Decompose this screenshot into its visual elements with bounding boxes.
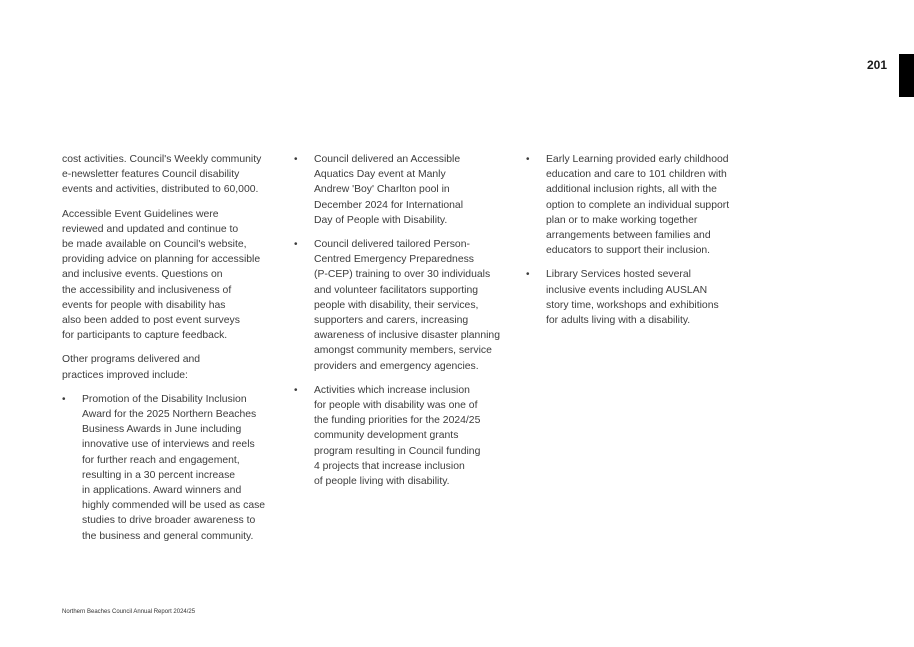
list-item-text: Activities which increase inclusion for people with disability was one of the funding priorities for the 2024/25 community development grants program resulting in Council funding 4 projects that increase inclusion of people living with disability.	[314, 384, 481, 488]
footer-report-title: Northern Beaches Council Annual Report 2024/25	[62, 609, 196, 615]
bullet-icon: •	[294, 154, 298, 165]
list-item-text: Council delivered tailored Person- Centred Emergency Preparedness (P-CEP) training to over 30 individuals and volunteer facilitators supporting people with disability, their services, supporters and carers, increasing awareness of inclusive disaster planning amongst community members, service providers and emergency agencies.	[314, 239, 500, 372]
bullet-icon: •	[526, 154, 530, 165]
page-number: 201	[866, 58, 887, 72]
list-item	[294, 383, 516, 489]
list-item-text: Promotion of the Disability Inclusion Award for the 2025 Northern Beaches Business Awards in June including innovative use of interviews and reels for further reach and engagement, resulting in a 30 percent increase in applications. Award winners and highly commended will be used as case studies to drive broader awareness to the business and general community.	[82, 393, 266, 542]
paragraph-event-guidelines: Accessible Event Guidelines were reviewed and updated and continue to be made available on Council's website, providing advice on planning for accessible and inclusive events. Questions on the accessibility and inclusiveness of events for people with disability has also been added to post event surveys for participants to capture feedback.	[62, 208, 261, 342]
list-item-text: Council delivered an Accessible Aquatics Day event at Manly Andrew 'Boy' Charlton pool in December 2024 for International Day of People with Disability.	[314, 154, 464, 226]
bullet-icon: •	[526, 269, 530, 281]
bullet-icon: •	[294, 384, 298, 396]
column-1	[62, 152, 284, 553]
column-2	[294, 152, 516, 498]
column-3	[526, 152, 756, 337]
list-item	[294, 237, 516, 374]
list-item	[526, 152, 756, 258]
list-item-text: Library Services hosted several inclusive events including AUSLAN story time, workshops and exhibitions for adults living with a disability.	[546, 269, 719, 327]
paragraph-newsletter: cost activities. Council's Weekly community e-newsletter features Council disability events and activities, distributed to 60,000.	[62, 154, 262, 196]
page-tab-marker	[899, 54, 914, 97]
bullet-icon: •	[62, 393, 66, 405]
paragraph-other-programs: Other programs delivered and practices improved include:	[62, 354, 201, 381]
list-item	[526, 267, 756, 328]
bullet-icon: •	[294, 239, 298, 251]
list-item-text: Early Learning provided early childhood education and care to 101 children with additional inclusion rights, all with the option to complete an individual support plan or to make working together arrangements between families and educators to support their inclusion.	[546, 154, 730, 257]
list-item	[294, 152, 516, 228]
list-item	[62, 392, 284, 544]
